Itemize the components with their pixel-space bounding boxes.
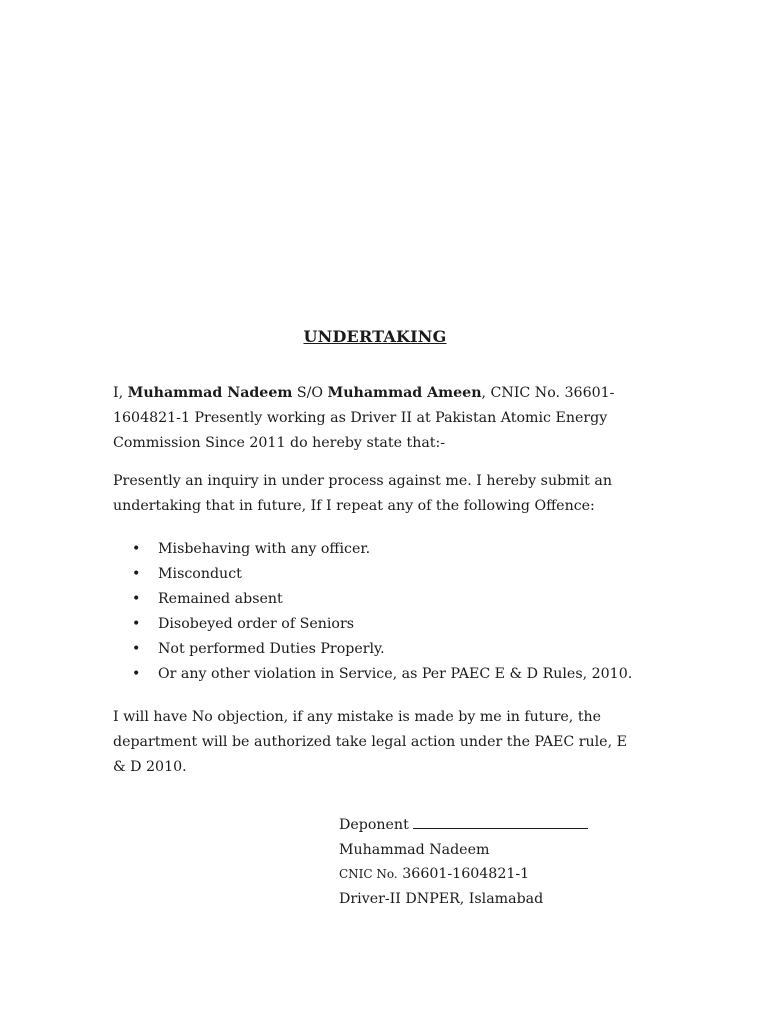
bullet-icon: •: [132, 566, 141, 582]
consent-paragraph: [113, 705, 658, 780]
list-item: [113, 662, 632, 687]
offence-text: Misbehaving with any officer.: [158, 541, 371, 557]
bullet-icon: •: [132, 541, 141, 557]
deponent-line: [339, 813, 588, 838]
document-title: UNDERTAKING: [303, 327, 447, 346]
intro-line3: Commission Since 2011 do hereby state that:-: [113, 435, 446, 451]
intro-line1-rest: , CNIC No. 36601-: [481, 385, 615, 401]
intro-relation: S/O: [292, 385, 328, 401]
deponent-label: Deponent: [339, 817, 409, 833]
offence-text: Not performed Duties Properly.: [158, 641, 385, 657]
list-item: [113, 587, 632, 612]
consent-line2: department will be authorized take legal action under the PAEC rule, E: [113, 734, 627, 750]
offence-text: Disobeyed order of Seniors: [158, 616, 355, 632]
cnic-value: 36601-1604821-1: [397, 866, 530, 882]
signature-designation: Driver-II DNPER, Islamabad: [339, 890, 544, 907]
deponent-name: Muhammad Nadeem: [127, 385, 293, 401]
list-item: [113, 537, 632, 562]
offence-list: [113, 537, 632, 687]
bullet-icon: •: [132, 616, 141, 632]
inquiry-paragraph: [113, 469, 658, 519]
father-name: Muhammad Ameen: [327, 385, 482, 401]
bullet-icon: •: [132, 591, 141, 607]
inquiry-line1: Presently an inquiry in under process against me. I hereby submit an: [113, 473, 612, 489]
intro-paragraph: [113, 381, 658, 456]
intro-prefix: I,: [113, 385, 128, 401]
signature-cnic: [339, 862, 588, 887]
offence-text: Remained absent: [158, 591, 283, 607]
signature-block: [339, 813, 588, 911]
intro-line2: 1604821-1 Presently working as Driver II at Pakistan Atomic Energy: [113, 410, 608, 426]
list-item: [113, 562, 632, 587]
signature-name: Muhammad Nadeem: [339, 841, 490, 858]
cnic-label: CNIC No.: [339, 867, 398, 881]
list-item: [113, 612, 632, 637]
consent-line1: I will have No objection, if any mistake is made by me in future, the: [113, 709, 602, 725]
bullet-icon: •: [132, 641, 141, 657]
list-item: [113, 637, 632, 662]
offence-text: Or any other violation in Service, as Per PAEC E & D Rules, 2010.: [158, 666, 633, 682]
offence-text: Misconduct: [158, 566, 242, 582]
bullet-icon: •: [132, 666, 141, 682]
inquiry-line2: undertaking that in future, If I repeat any of the following Offence:: [113, 498, 595, 514]
signature-line: [413, 815, 588, 829]
consent-line3: & D 2010.: [113, 759, 187, 775]
